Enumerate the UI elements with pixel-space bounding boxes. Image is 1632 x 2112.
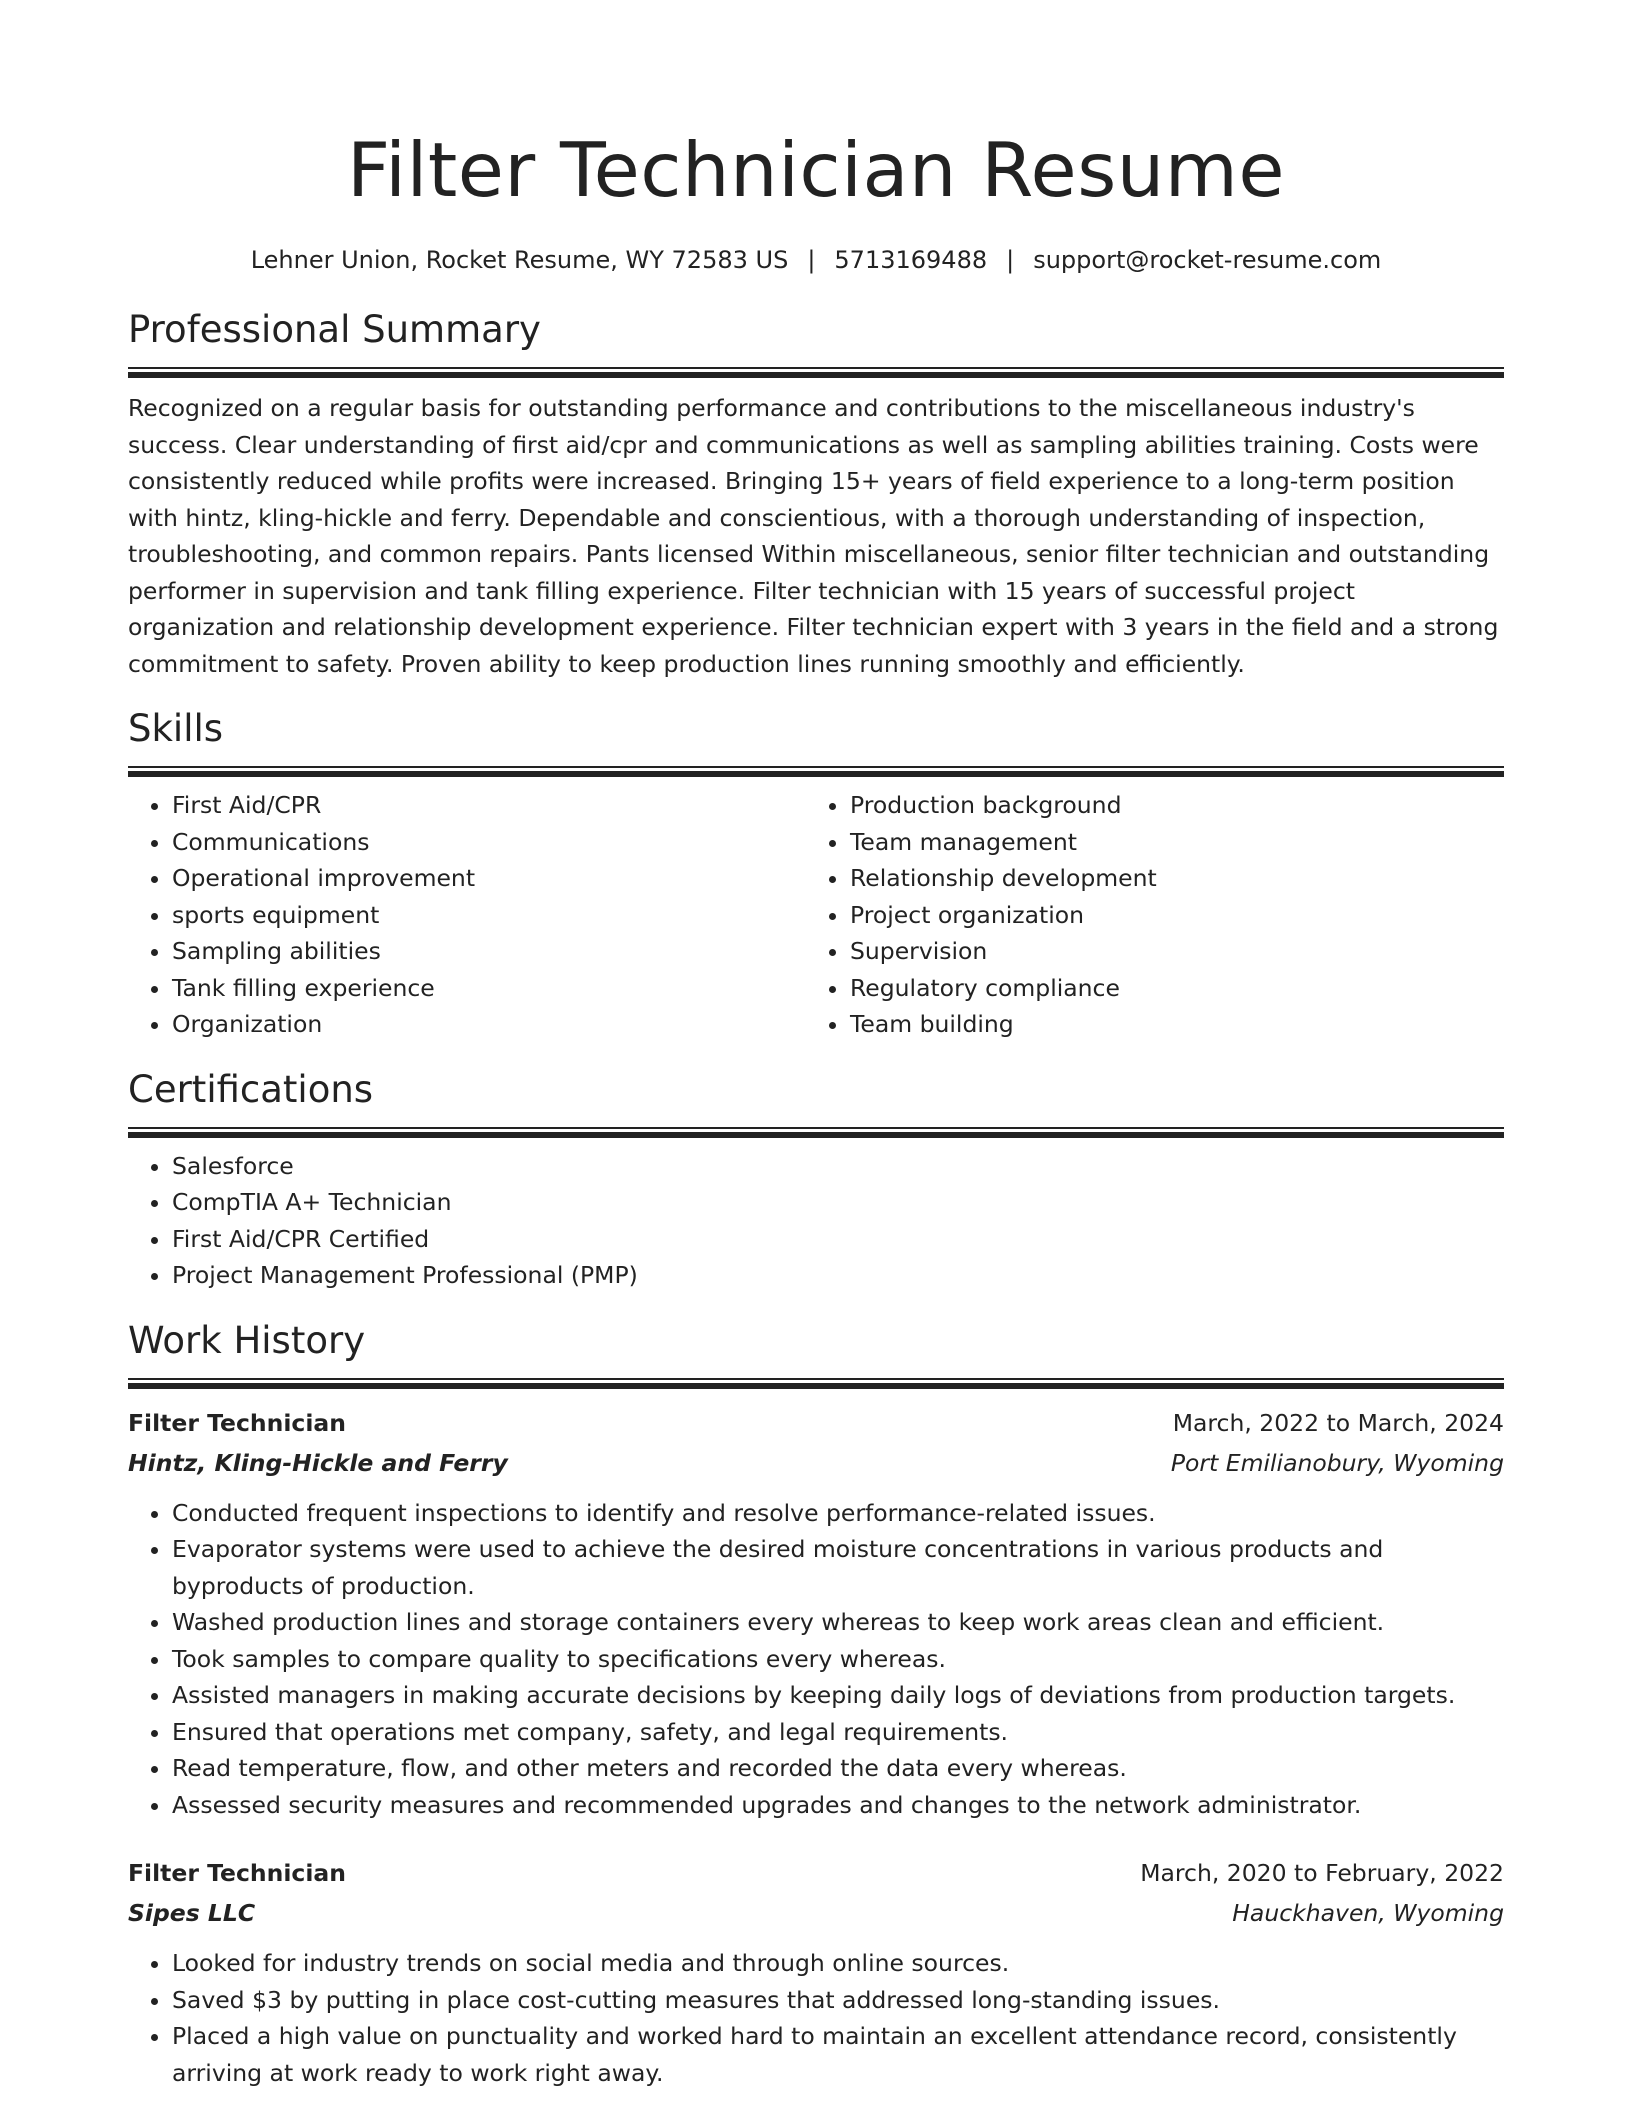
section-divider	[128, 1127, 1504, 1138]
skills-columns	[128, 777, 1504, 1043]
certifications-heading: Certifications	[128, 1067, 374, 1111]
skill-item: • Organization	[172, 1006, 806, 1043]
certifications-section	[128, 1065, 1504, 1294]
job-bullet: • Evaporator systems were used to achieve the desired moisture concentrations in various products and byproducts of production.	[172, 1531, 1504, 1604]
skill-item: • Supervision	[850, 933, 1484, 970]
skills-list-left	[128, 787, 806, 1043]
skill-item: • Sampling abilities	[172, 933, 806, 970]
job-subheader	[128, 1443, 1504, 1483]
job-company: Sipes LLC	[128, 1899, 256, 1927]
certification-item: • First Aid/CPR Certified	[172, 1221, 1504, 1258]
contact-separator: |	[807, 246, 816, 274]
skill-item: • Project organization	[850, 897, 1484, 934]
job-dates: March, 2022 to March, 2024	[1172, 1408, 1504, 1437]
contact-line	[128, 245, 1504, 275]
job-dates: March, 2020 to February, 2022	[1140, 1859, 1504, 1887]
skills-section	[128, 704, 1504, 1043]
certification-item: • CompTIA A+ Technician	[172, 1184, 1504, 1221]
contact-separator: |	[1006, 246, 1015, 274]
job-company: Hintz, Kling-Hickle and Ferry	[128, 1448, 508, 1477]
job-header	[128, 1853, 1504, 1893]
summary-text: Recognized on a regular basis for outstanding performance and contributions to the miscellaneous industry's success. Clear understanding of first aid/cpr and communications as well as sampling abilities training. Costs were consistently reduced while profits were increased. Bringing 15+ years of field experience to a long-term position with hintz, kling-hickle and ferry. Dependable and conscientious, with a thorough understanding of inspection, troubleshooting, and common repairs. Pants licensed Within miscellaneous, senior filter technician and outstanding performer in supervision and tank filling experience. Filter technician with 15 years of successful project organization and relationship development experience. Filter technician expert with 3 years in the field and a strong commitment to safety. Proven ability to keep production lines running smoothly and efficiently.	[128, 394, 1499, 678]
skill-item: • First Aid/CPR	[172, 787, 806, 824]
work-history-heading: Work History	[128, 1318, 366, 1362]
certification-item: • Project Management Professional (PMP)	[172, 1257, 1504, 1294]
skill-item: • Production background	[850, 787, 1484, 824]
job-entry	[128, 1403, 1504, 1824]
skill-item: • Operational improvement	[172, 860, 806, 897]
resume-title: Filter Technician Resume	[346, 126, 1286, 214]
job-bullet: • Saved $3 by putting in place cost-cutting measures that addressed long-standing issues.	[172, 1982, 1504, 2019]
skill-item: • Team building	[850, 1006, 1484, 1043]
job-header	[128, 1403, 1504, 1443]
contact-phone: 5713169488	[834, 246, 988, 274]
contact-email: support@rocket-resume.com	[1033, 246, 1382, 274]
job-bullet: • Washed production lines and storage containers every whereas to keep work areas clean and efficient.	[172, 1604, 1504, 1641]
job-bullet: • Conducted frequent inspections to identify and resolve performance-related issues.	[172, 1495, 1504, 1532]
job-bullet: • Assisted managers in making accurate decisions by keeping daily logs of deviations from production targets.	[172, 1677, 1504, 1714]
job-location: Hauckhaven, Wyoming	[1232, 1899, 1504, 1927]
job-location: Port Emilianobury, Wyoming	[1170, 1448, 1504, 1477]
job-subheader	[128, 1893, 1504, 1933]
skills-list-right	[806, 787, 1484, 1043]
job-title: Filter Technician	[128, 1408, 346, 1437]
job-bullet: • Assessed security measures and recommended upgrades and changes to the network administrator.	[172, 1787, 1504, 1824]
skill-item: • Communications	[172, 824, 806, 861]
skill-item: • sports equipment	[172, 897, 806, 934]
skills-column-left	[128, 777, 806, 1043]
skill-item: • Regulatory compliance	[850, 970, 1484, 1007]
skill-item: • Relationship development	[850, 860, 1484, 897]
job-bullet: • Ensured that operations met company, safety, and legal requirements.	[172, 1714, 1504, 1751]
section-divider	[128, 1378, 1504, 1389]
job-bullets	[128, 1495, 1504, 1824]
job-entry	[128, 1853, 1504, 2091]
job-title: Filter Technician	[128, 1859, 346, 1887]
skills-heading: Skills	[128, 707, 224, 750]
section-divider	[128, 766, 1504, 777]
resume-page	[128, 0, 1504, 2091]
contact-address: Lehner Union, Rocket Resume, WY 72583 US	[250, 246, 789, 274]
job-bullet: • Placed a high value on punctuality and worked hard to maintain an excellent attendance record, consistently arriving at work ready to work right away.	[172, 2018, 1504, 2091]
job-bullet: • Looked for industry trends on social media and through online sources.	[172, 1945, 1504, 1982]
work-history-section	[128, 1316, 1504, 2092]
summary-section	[128, 305, 1504, 682]
section-divider	[128, 367, 1504, 378]
job-bullet: • Took samples to compare quality to specifications every whereas.	[172, 1641, 1504, 1678]
certification-item: • Salesforce	[172, 1148, 1504, 1185]
job-bullets	[128, 1945, 1504, 2091]
job-bullet: • Read temperature, flow, and other meters and recorded the data every whereas.	[172, 1750, 1504, 1787]
certifications-list	[128, 1148, 1504, 1294]
summary-heading: Professional Summary	[128, 308, 541, 351]
skill-item: • Team management	[850, 824, 1484, 861]
skills-column-right	[806, 777, 1484, 1043]
skill-item: • Tank filling experience	[172, 970, 806, 1007]
